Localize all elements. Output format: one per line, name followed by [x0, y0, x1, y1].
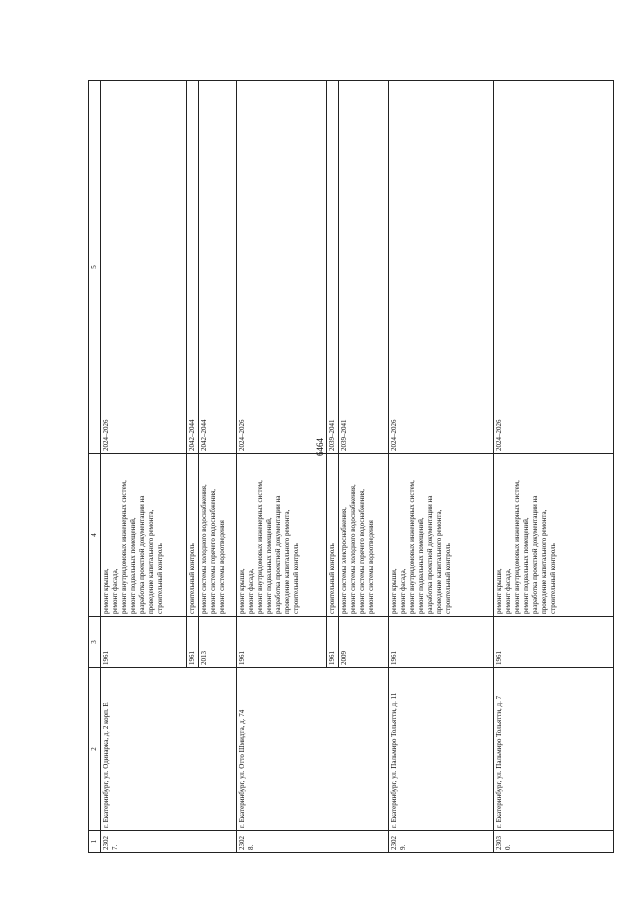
table-row: [494, 81, 614, 853]
work-item: ремонт системы горячего водоснабжения,: [358, 488, 366, 614]
column-header: 5: [89, 81, 101, 454]
year-cell: 1961: [389, 617, 494, 668]
work-item: строительный контроль: [444, 543, 452, 614]
year-cell: 1961: [327, 617, 339, 668]
header-row: [89, 81, 101, 853]
period-cell: 2024–2026: [101, 81, 187, 454]
work-item: ремонт системы электроснабжения,: [340, 507, 348, 614]
work-item: ремонт внутридомовых инженерных систем,: [256, 480, 264, 614]
year-cell: 1961: [101, 617, 187, 668]
period-cell: 2039–2041: [339, 81, 389, 454]
works-cell: [339, 454, 389, 617]
column-header: 1: [89, 831, 101, 853]
period-cell: 2024–2026: [494, 81, 614, 454]
address-cell: г. Екатеринбург, ул. Пальмиро Тольятти, д. 11: [389, 668, 494, 831]
work-item: проведение капитального ремонта,: [283, 509, 291, 614]
period-cell: 2024–2026: [237, 81, 327, 454]
work-item: разработка проектной документации на: [531, 495, 539, 614]
work-item: строительный контроль: [549, 543, 557, 614]
work-item: ремонт внутридомовых инженерных систем,: [120, 480, 128, 614]
works-cell: [327, 454, 339, 617]
address-cell: г. Екатеринбург, ул. Одинарка, д. 2 корп. Е: [101, 668, 237, 831]
address-cell: г. Екатеринбург, ул. Пальмиро Тольятти, д. 7: [494, 668, 614, 831]
work-item: ремонт крыши,: [495, 568, 503, 614]
work-item: ремонт подвальных помещений,: [129, 517, 137, 614]
work-item: ремонт фасада,: [111, 568, 119, 614]
rotated-table-container: [88, 81, 557, 853]
work-item: ремонт внутридомовых инженерных систем,: [513, 480, 521, 614]
repair-schedule-table: [88, 80, 614, 853]
work-item: ремонт подвальных помещений,: [522, 517, 530, 614]
work-item: ремонт крыши,: [102, 568, 110, 614]
work-item: ремонт подвальных помещений,: [265, 517, 273, 614]
work-item: ремонт системы водоотведения: [367, 520, 375, 614]
works-cell: [237, 454, 327, 617]
address-cell: г. Екатеринбург, ул. Отто Шмидта, д. 74: [237, 668, 389, 831]
column-header: 3: [89, 617, 101, 668]
row-number-cell: 23029.: [389, 831, 494, 853]
work-item: ремонт системы водоотведения: [218, 520, 226, 614]
work-item: разработка проектной документации на: [426, 495, 434, 614]
work-item: ремонт системы горячего водоснабжения,: [209, 488, 217, 614]
work-item: ремонт подвальных помещений,: [417, 517, 425, 614]
work-item: ремонт внутридомовых инженерных систем,: [408, 480, 416, 614]
column-header: 2: [89, 668, 101, 831]
work-item: ремонт системы холодного водоснабжения,: [349, 484, 357, 614]
work-item: проведение капитального ремонта,: [435, 509, 443, 614]
period-cell: 2024–2026: [389, 81, 494, 454]
table-row: [101, 81, 187, 853]
work-item: разработка проектной документации на: [138, 495, 146, 614]
year-cell: 1961: [494, 617, 614, 668]
work-item: ремонт фасада,: [247, 568, 255, 614]
work-item: ремонт фасада,: [504, 568, 512, 614]
work-item: проведение капитального ремонта,: [147, 509, 155, 614]
work-item: ремонт системы холодного водоснабжения,: [200, 484, 208, 614]
table-row: [237, 81, 327, 853]
works-cell: [494, 454, 614, 617]
year-cell: 1961: [237, 617, 327, 668]
column-header: 4: [89, 454, 101, 617]
page-number: 6464: [315, 438, 325, 456]
work-item: строительный контроль: [188, 543, 196, 614]
row-number-cell: 23028.: [237, 831, 389, 853]
works-cell: [199, 454, 237, 617]
works-cell: [187, 454, 199, 617]
table-row: [389, 81, 494, 853]
period-cell: 2042–2044: [199, 81, 237, 454]
year-cell: 2013: [199, 617, 237, 668]
work-item: строительный контроль: [328, 543, 336, 614]
work-item: строительный контроль: [156, 543, 164, 614]
works-cell: [101, 454, 187, 617]
period-cell: 2039–2041: [327, 81, 339, 454]
work-item: ремонт крыши,: [390, 568, 398, 614]
year-cell: 2009: [339, 617, 389, 668]
work-item: ремонт фасада,: [399, 568, 407, 614]
table-body: [101, 81, 614, 853]
work-item: разработка проектной документации на: [274, 495, 282, 614]
row-number-cell: 23027.: [101, 831, 237, 853]
work-item: строительный контроль: [292, 543, 300, 614]
row-number-cell: 23030.: [494, 831, 614, 853]
work-item: ремонт крыши,: [238, 568, 246, 614]
works-cell: [389, 454, 494, 617]
work-item: проведение капитального ремонта,: [540, 509, 548, 614]
period-cell: 2042–2044: [187, 81, 199, 454]
year-cell: 1961: [187, 617, 199, 668]
